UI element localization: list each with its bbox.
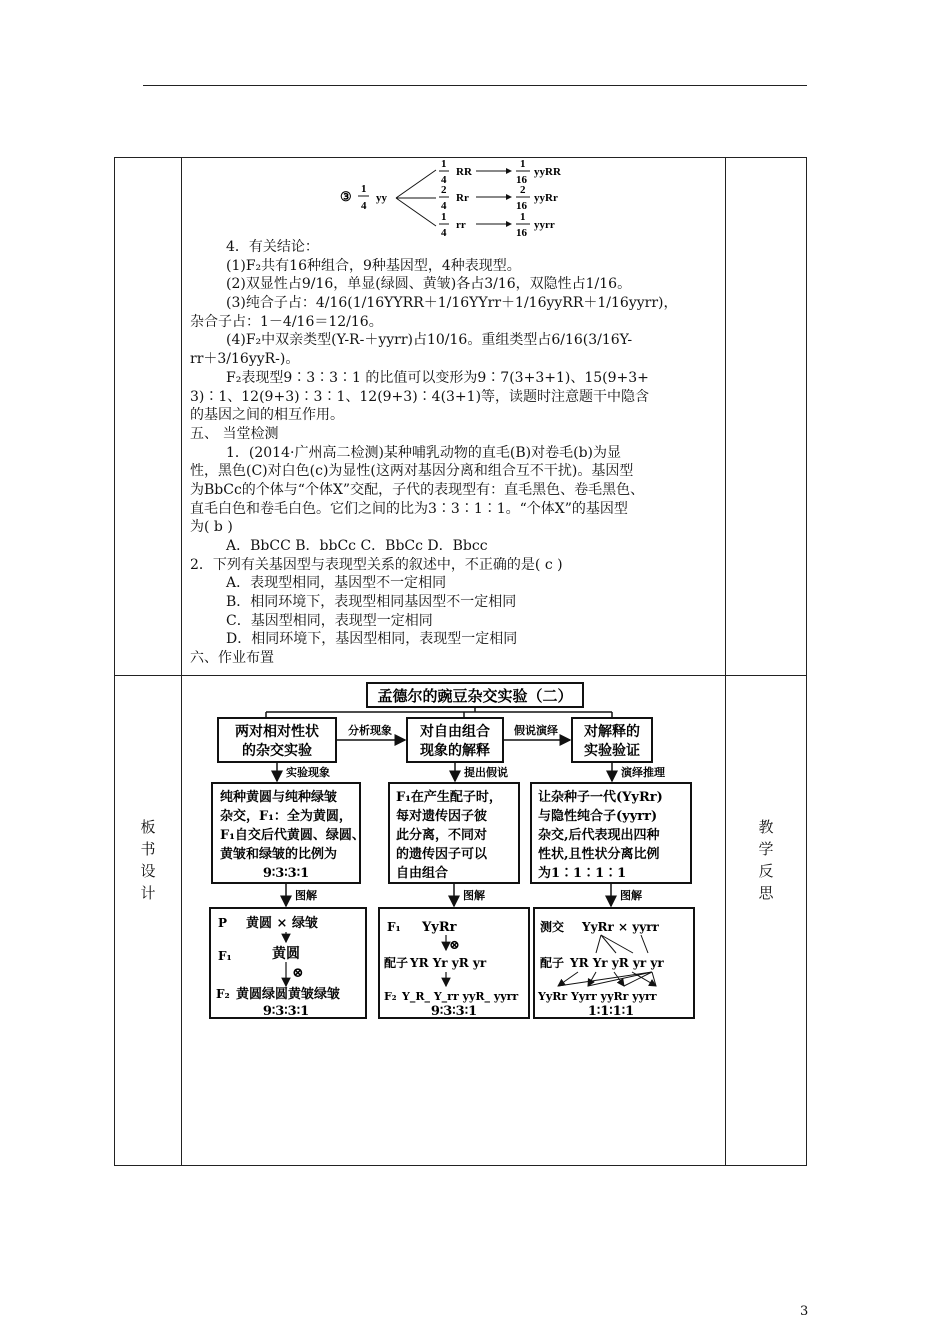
right-cell-empty — [726, 158, 807, 676]
svg-text:Y_R_ Y_rr yyR_ yyrr: Y_R_ Y_rr yyR_ yyrr — [402, 990, 519, 1003]
section-heading: 五、 当堂检测 — [190, 425, 279, 442]
option: B．相同环境下，表现型相同基因型不一定相同 — [226, 594, 517, 611]
svg-text:实验现象: 实验现象 — [286, 766, 330, 779]
svg-text:F₁: F₁ — [218, 949, 232, 963]
svg-text:Rr: Rr — [456, 192, 469, 204]
svg-text:F₂: F₂ — [216, 987, 230, 1001]
line: (2)双显性占9/16，单显(绿圆、黄皱)各占3/16，双隐性占1/16。 — [226, 276, 632, 293]
svg-text:图解: 图解 — [463, 889, 485, 902]
svg-text:YR Yr yR yr yr: YR Yr yR yr yr — [570, 956, 664, 970]
options-1: A．BbCC B．bbCc C．BbCc D．Bbcc — [226, 538, 488, 554]
svg-text:测交: 测交 — [540, 920, 565, 934]
line: (1)F₂共有16种组合，9种基因型，4种表现型。 — [226, 257, 521, 274]
option: D．相同环境下，基因型相同，表现型一定相同 — [226, 631, 518, 648]
svg-text:对解释的: 对解释的 — [584, 724, 640, 740]
svg-text:9∶3∶3∶1: 9∶3∶3∶1 — [430, 1004, 478, 1019]
svg-text:让杂种子一代(YyRr): 让杂种子一代(YyRr) — [538, 790, 663, 805]
svg-text:rr: rr — [456, 219, 466, 231]
line: (4)F₂中双亲类型(Y-R-＋yyrr)占10/16。重组类型占6/16(3/16Y- — [226, 332, 633, 349]
svg-text:黄皱和绿皱的比例为: 黄皱和绿皱的比例为 — [220, 847, 338, 862]
page-number: 3 — [800, 1304, 809, 1319]
svg-text:的杂交实验: 的杂交实验 — [242, 743, 312, 759]
board-design-cell — [182, 676, 726, 1166]
svg-text:⊗: ⊗ — [292, 965, 304, 981]
svg-text:1: 1 — [441, 211, 447, 223]
svg-text:为1∶1∶1∶1: 为1∶1∶1∶1 — [538, 866, 627, 881]
svg-text:P: P — [218, 916, 228, 930]
line: 4．有关结论： — [226, 239, 319, 255]
svg-text:1∶1∶1∶1: 1∶1∶1∶1 — [587, 1004, 635, 1019]
svg-text:1: 1 — [441, 158, 447, 170]
svg-text:YyRr: YyRr — [422, 920, 457, 935]
mendel-flowchart — [196, 680, 716, 1020]
svg-text:2: 2 — [441, 184, 447, 196]
svg-text:RR: RR — [456, 166, 472, 178]
lesson-table — [114, 157, 807, 1166]
svg-text:自由组合: 自由组合 — [396, 866, 449, 881]
svg-text:两对相对性状: 两对相对性状 — [235, 724, 319, 740]
svg-text:性状,且性状分离比例: 性状,且性状分离比例 — [538, 847, 660, 862]
line: F₂表现型9∶3∶3∶1 的比值可以变形为9∶7(3+3+1)、15(9+3+ — [226, 369, 649, 386]
svg-text:杂交，F₁：全为黄圆，: 杂交，F₁：全为黄圆， — [220, 809, 352, 824]
line: 直毛白色和卷毛白色。它们之间的比为3∶3∶1∶1。“个体X”的基因型 — [190, 500, 628, 517]
left-cell-empty — [115, 158, 182, 676]
text-block — [182, 238, 725, 668]
line: 为BbCc的个体与“个体X”交配，子代的表现型有：直毛黑色、卷毛黑色、 — [190, 481, 645, 498]
option: A．表现型相同，基因型不一定相同 — [226, 575, 447, 592]
svg-text:4: 4 — [441, 227, 447, 238]
board-design-label: 板 书 设 计 — [115, 676, 182, 1166]
svg-text:现象的解释: 现象的解释 — [420, 743, 490, 759]
line: 性，黑色(C)对白色(c)为显性(这两对基因分离和组合互不干扰)。基因型 — [190, 463, 634, 480]
svg-text:YR Yr yR yr: YR Yr yR yr — [410, 956, 487, 970]
svg-text:F₁: F₁ — [387, 920, 401, 934]
svg-text:分析现象: 分析现象 — [348, 724, 392, 737]
flow-title: 孟德尔的豌豆杂交实验（二） — [377, 687, 573, 705]
question-1: 1．(2014·广州高二检测)某种哺乳动物的直毛(B)对卷毛(b)为显 — [226, 444, 622, 461]
question-2: 2．下列有关基因型与表现型关系的叙述中，不正确的是( c ) — [190, 556, 563, 573]
svg-text:4: 4 — [441, 174, 447, 186]
svg-text:2: 2 — [520, 184, 526, 196]
svg-text:黄圆绿圆黄皱绿皱: 黄圆绿圆黄皱绿皱 — [236, 987, 341, 1002]
svg-text:配子: 配子 — [384, 956, 409, 970]
svg-text:假说演绎: 假说演绎 — [514, 724, 558, 737]
svg-text:黄圆 × 绿皱: 黄圆 × 绿皱 — [246, 916, 318, 931]
svg-text:每对遗传因子彼: 每对遗传因子彼 — [396, 809, 488, 824]
svg-text:4: 4 — [361, 200, 367, 212]
tree-root-geno: yy — [376, 192, 387, 204]
svg-text:F₁在产生配子时，: F₁在产生配子时， — [396, 790, 502, 805]
svg-text:纯种黄圆与纯种绿皱: 纯种黄圆与纯种绿皱 — [220, 790, 338, 805]
svg-text:F₂: F₂ — [384, 990, 397, 1003]
content-cell — [182, 158, 726, 676]
svg-text:9∶3∶3∶1: 9∶3∶3∶1 — [262, 866, 310, 881]
svg-text:F₁自交后代黄圆、绿圆、: F₁自交后代黄圆、绿圆、 — [220, 828, 365, 843]
line: 3)∶1、12(9+3)∶3∶1、12(9+3)∶4(3+1)等，读题时注意题干中隐含 — [190, 388, 650, 405]
svg-text:实验验证: 实验验证 — [584, 743, 640, 759]
svg-text:图解: 图解 — [295, 889, 317, 902]
teaching-reflection-label: 教 学 反 思 — [726, 676, 807, 1166]
section-heading: 六、作业布置 — [190, 650, 274, 667]
svg-text:16: 16 — [516, 200, 527, 212]
svg-text:1: 1 — [520, 158, 526, 170]
svg-text:16: 16 — [516, 227, 527, 238]
svg-text:yyRr: yyRr — [534, 192, 558, 204]
option: C．基因型相同，表现型一定相同 — [226, 612, 433, 629]
svg-text:黄圆: 黄圆 — [272, 946, 300, 962]
line: 为( b ) — [190, 519, 233, 536]
svg-text:1: 1 — [361, 183, 367, 195]
svg-text:9∶3∶3∶1: 9∶3∶3∶1 — [262, 1004, 310, 1019]
line: rr＋3/16yyR-)。 — [190, 351, 300, 368]
svg-text:YyRr × yyrr: YyRr × yyrr — [582, 920, 659, 934]
header-rule — [143, 85, 807, 86]
svg-text:与隐性纯合子(yyrr): 与隐性纯合子(yyrr) — [538, 809, 658, 824]
genotype-tree-diagram — [340, 158, 590, 238]
line: 的基因之间的相互作用。 — [190, 407, 344, 424]
svg-text:此分离，不同对: 此分离，不同对 — [396, 828, 488, 843]
svg-text:⊗: ⊗ — [449, 938, 460, 953]
svg-text:yyRR: yyRR — [534, 166, 561, 178]
svg-text:16: 16 — [516, 174, 527, 186]
tree-root-num: ③ — [340, 189, 352, 204]
svg-text:杂交,后代表现出四种: 杂交,后代表现出四种 — [538, 828, 660, 843]
svg-text:对自由组合: 对自由组合 — [420, 724, 490, 740]
svg-text:配子: 配子 — [540, 956, 565, 970]
svg-text:yyrr: yyrr — [534, 219, 555, 231]
line: 杂合子占：1－4/16＝12/16。 — [190, 313, 383, 330]
line: (3)纯合子占：4/16(1/16YYRR＋1/16YYrr＋1/16yyRR＋1/16yyrr)， — [226, 295, 678, 312]
svg-text:4: 4 — [441, 200, 447, 212]
svg-text:提出假说: 提出假说 — [464, 766, 508, 779]
svg-text:1: 1 — [520, 211, 526, 223]
svg-text:演绎推理: 演绎推理 — [621, 766, 665, 779]
svg-text:图解: 图解 — [620, 889, 642, 902]
svg-text:的遗传因子可以: 的遗传因子可以 — [396, 847, 488, 862]
svg-text:YyRr Yyrr yyRr yyrr: YyRr Yyrr yyRr yyrr — [538, 990, 657, 1003]
